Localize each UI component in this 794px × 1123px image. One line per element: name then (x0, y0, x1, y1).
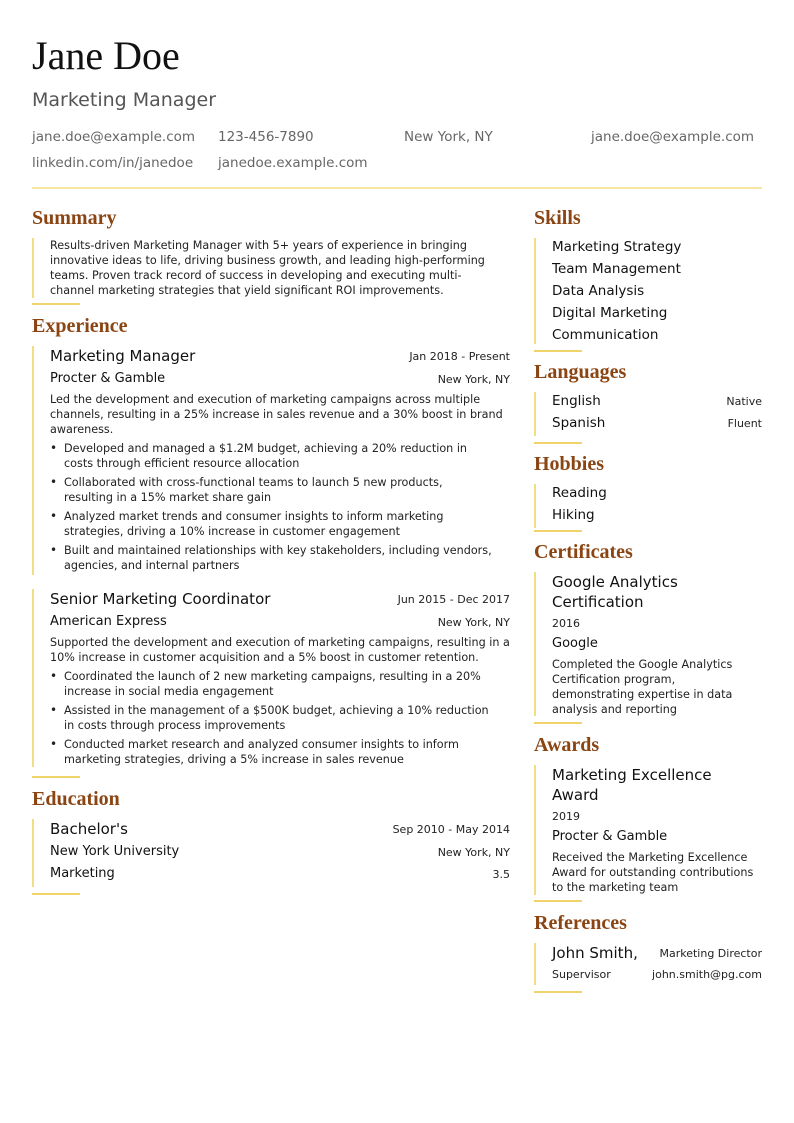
header-divider (32, 187, 762, 189)
job-2-company: American Express (50, 614, 167, 629)
job-2-bullet: • Assisted in the management of a $500K budget, achieving a 10% reduction in costs through process improvements (50, 703, 492, 733)
languages-underline (534, 442, 582, 444)
language-level: Native (726, 395, 762, 408)
hobby-item: Hiking (552, 507, 595, 523)
job-1-dates: Jan 2018 - Present (409, 350, 510, 363)
candidate-name: Jane Doe (32, 33, 180, 78)
education-accent-bar (32, 819, 34, 887)
hobby-item: Reading (552, 485, 607, 501)
award-description: Received the Marketing Excellence Award for outstanding contributions to the marketing team (552, 851, 754, 894)
job-2-location: New York, NY (437, 616, 510, 629)
certificate-issuer: Google (552, 636, 598, 651)
education-dates: Sep 2010 - May 2014 (392, 823, 510, 836)
awards-underline (534, 900, 582, 902)
certificate-name: Google Analytics Certification (552, 573, 678, 611)
award-year: 2019 (552, 810, 580, 823)
skill-item: Digital Marketing (552, 305, 668, 321)
certificates-title: Certificates (534, 541, 633, 563)
job-1-bullet: • Built and maintained relationships with key stakeholders, including vendors, agencies, and internal partners (50, 543, 492, 573)
job-2-accent-bar (32, 589, 34, 767)
contact-website[interactable]: janedoe.example.com (218, 155, 368, 171)
award-issuer: Procter & Gamble (552, 829, 668, 844)
certificates-underline (534, 722, 582, 724)
job-1-location: New York, NY (437, 373, 510, 386)
experience-title: Experience (32, 315, 128, 337)
references-title: References (534, 912, 627, 934)
award-name: Marketing Excellence Award (552, 766, 712, 804)
awards-title: Awards (534, 734, 600, 756)
awards-accent-bar (534, 765, 536, 895)
job-2-position: Senior Marketing Coordinator (50, 590, 271, 608)
education-degree: Bachelor's (50, 820, 128, 838)
education-school: New York University (50, 844, 180, 859)
job-1-accent-bar (32, 346, 34, 575)
references-accent-bar (534, 943, 536, 985)
candidate-role: Marketing Manager (32, 89, 217, 111)
job-1-company: Procter & Gamble (50, 371, 166, 386)
contact-phone[interactable]: 123-456-7890 (218, 129, 314, 145)
contact-email[interactable]: jane.doe@example.com (32, 129, 196, 145)
languages-accent-bar (534, 392, 536, 436)
job-1-bullet: • Collaborated with cross-functional teams to launch 5 new products, resulting in a 15% market share gain (50, 475, 492, 505)
job-1-bullet: • Developed and managed a $1.2M budget, achieving a 20% reduction in costs through efficient resource allocation (50, 441, 492, 471)
skills-title: Skills (534, 207, 581, 229)
skills-accent-bar (534, 238, 536, 344)
reference-name: John Smith, (552, 944, 638, 962)
job-1-bullet: • Analyzed market trends and consumer insights to inform marketing strategies, driving a 10% increase in customer engagement (50, 509, 492, 539)
hobbies-accent-bar (534, 484, 536, 528)
skill-item: Team Management (552, 261, 681, 277)
education-location: New York, NY (437, 846, 510, 859)
hobbies-title: Hobbies (534, 453, 605, 475)
certificates-accent-bar (534, 572, 536, 716)
summary-title: Summary (32, 207, 117, 229)
hobbies-underline (534, 530, 582, 532)
summary-text: Results-driven Marketing Manager with 5+ years of experience in bringing innovative ideas to life, driving business growth, and leading high-performing teams. Proven track record of success in developing and executing multi-channel marketing strategies that yield significant ROI improvements. (50, 239, 485, 297)
language-name: English (552, 393, 601, 409)
contact-linkedin[interactable]: linkedin.com/in/janedoe (32, 155, 194, 171)
job-2-dates: Jun 2015 - Dec 2017 (397, 593, 510, 606)
summary-accent-bar (32, 238, 34, 298)
contact-location: New York, NY (404, 129, 493, 145)
education-underline (32, 893, 80, 895)
skill-item: Data Analysis (552, 283, 645, 299)
skill-item: Communication (552, 327, 659, 343)
job-2-description: Supported the development and execution of marketing campaigns, resulting in a 10% increase in customer acquisition and a 5% boost in customer retention. (50, 636, 510, 664)
reference-email[interactable]: john.smith@pg.com (652, 968, 762, 981)
job-2-bullet: • Coordinated the launch of 2 new marketing campaigns, resulting in a 20% increase in social media engagement (50, 669, 492, 699)
certificate-year: 2016 (552, 617, 580, 630)
certificate-description: Completed the Google Analytics Certification program, demonstrating expertise in data analysis and reporting (552, 658, 733, 716)
language-level: Fluent (727, 417, 762, 430)
contact-email-secondary[interactable]: jane.doe@example.com (591, 129, 755, 145)
languages-title: Languages (534, 361, 627, 383)
skill-item: Marketing Strategy (552, 239, 682, 255)
job-1-position: Marketing Manager (50, 347, 196, 365)
skills-underline (534, 350, 582, 352)
job-2-bullet: • Conducted market research and analyzed consumer insights to inform marketing strategies, driving a 5% increase in sales revenue (50, 737, 492, 767)
reference-relation: Supervisor (552, 968, 611, 981)
education-gpa: 3.5 (492, 868, 510, 881)
references-underline (534, 991, 582, 993)
language-name: Spanish (552, 415, 606, 431)
job-1-description: Led the development and execution of marketing campaigns across multiple channels, resulting in a 25% increase in sales revenue and a 30% boost in brand awareness. (50, 393, 503, 436)
experience-underline (32, 776, 80, 778)
summary-underline (32, 303, 80, 305)
education-field: Marketing (50, 866, 115, 881)
education-title: Education (32, 788, 120, 810)
reference-position: Marketing Director (659, 947, 762, 960)
